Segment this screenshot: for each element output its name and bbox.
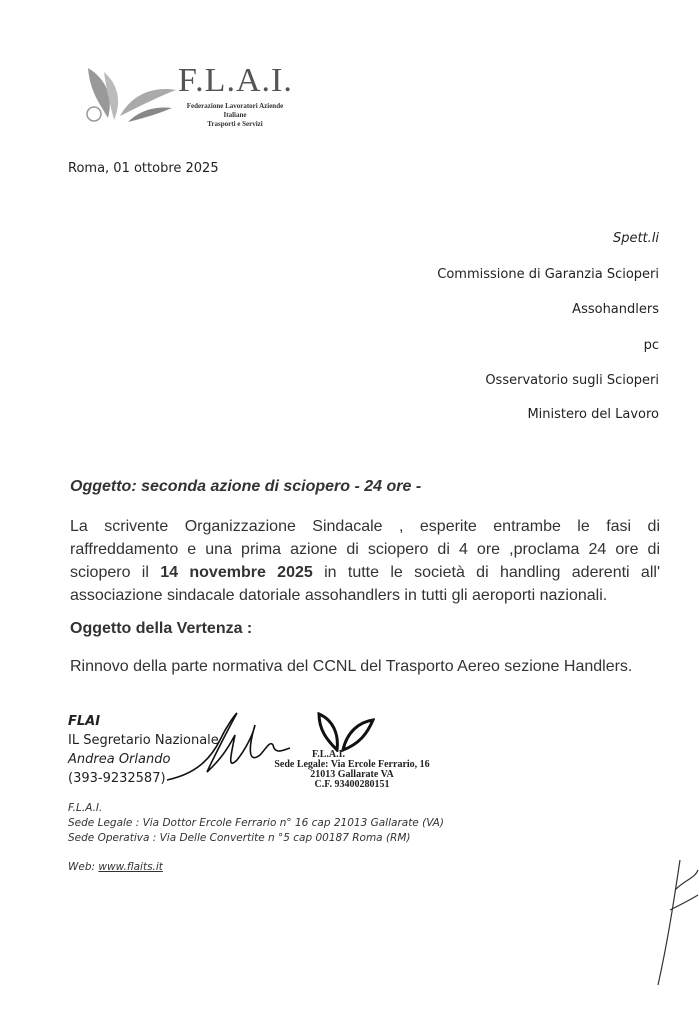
body-text: in tutte le società di handling aderenti all': [312, 564, 660, 581]
letter-date: Roma, 01 ottobre 2025: [68, 161, 219, 176]
recipient-cc: pc: [643, 338, 659, 353]
logo-subtitle: [175, 102, 295, 129]
body-line: La scrivente Organizzazione Sindacale , esperite entrambe le fasi di: [70, 518, 660, 535]
footer-sede-operativa: Sede Operativa : Via Delle Convertite n °5 cap 00187 Roma (RM): [68, 832, 411, 844]
stamp-line: C.F. 93400280151: [314, 779, 390, 790]
web-label: Web:: [68, 861, 99, 873]
stamp-line: Sede Legale: Via Ercole Ferrario, 16: [274, 759, 430, 770]
footer-web: [68, 861, 163, 873]
stamp-line: 21013 Gallarate VA: [310, 769, 394, 780]
logo-title: F.L.A.I.: [178, 62, 293, 99]
recipient: Ministero del Lavoro: [527, 407, 659, 422]
signature-role: IL Segretario Nazionale: [68, 733, 219, 748]
handwritten-mark-icon: [640, 850, 699, 990]
logo-subtitle-line: Federazione Lavoratori Aziende Italiane: [186, 102, 284, 119]
strike-date: 14 novembre 2025: [160, 564, 313, 581]
recipient: Assohandlers: [572, 302, 659, 317]
signature-org: FLAI: [68, 714, 101, 729]
company-stamp: [272, 750, 432, 790]
body-paragraph: [70, 515, 660, 607]
stamp-title: F.L.A.I.: [312, 749, 345, 760]
body-line: [70, 561, 660, 584]
footer-sede-legale: Sede Legale : Via Dottor Ercole Ferrario n° 16 cap 21013 Gallarate (VA): [68, 817, 444, 829]
recipient: Commissione di Garanzia Scioperi: [437, 267, 659, 282]
website-link[interactable]: www.flaits.it: [98, 861, 163, 873]
footer-org: F.L.A.I.: [68, 802, 103, 814]
flai-logo-icon: [80, 66, 180, 130]
subject-line: Oggetto: seconda azione di sciopero - 24 ore -: [70, 478, 422, 495]
body-text: sciopero il: [70, 564, 161, 581]
body-line: raffreddamento e una prima azione di sciopero di 4 ore ,proclama 24 ore di: [70, 541, 660, 558]
stamp-logo-icon: [315, 712, 375, 752]
recipient: Osservatorio sugli Scioperi: [485, 373, 659, 388]
signature-name: Andrea Orlando: [68, 752, 171, 767]
recipient-salutation: Spett.li: [612, 231, 659, 246]
logo-subtitle-line: Trasporti e Servizi: [207, 120, 263, 128]
dispute-text: Rinnovo della parte normativa del CCNL del Trasporto Aereo sezione Handlers.: [70, 658, 633, 675]
dispute-heading: Oggetto della Vertenza :: [70, 620, 253, 637]
body-line: associazione sindacale datoriale assohandlers in tutti gli aeroporti nazionali.: [70, 587, 608, 604]
signature-phone: (393-9232587): [68, 771, 166, 786]
